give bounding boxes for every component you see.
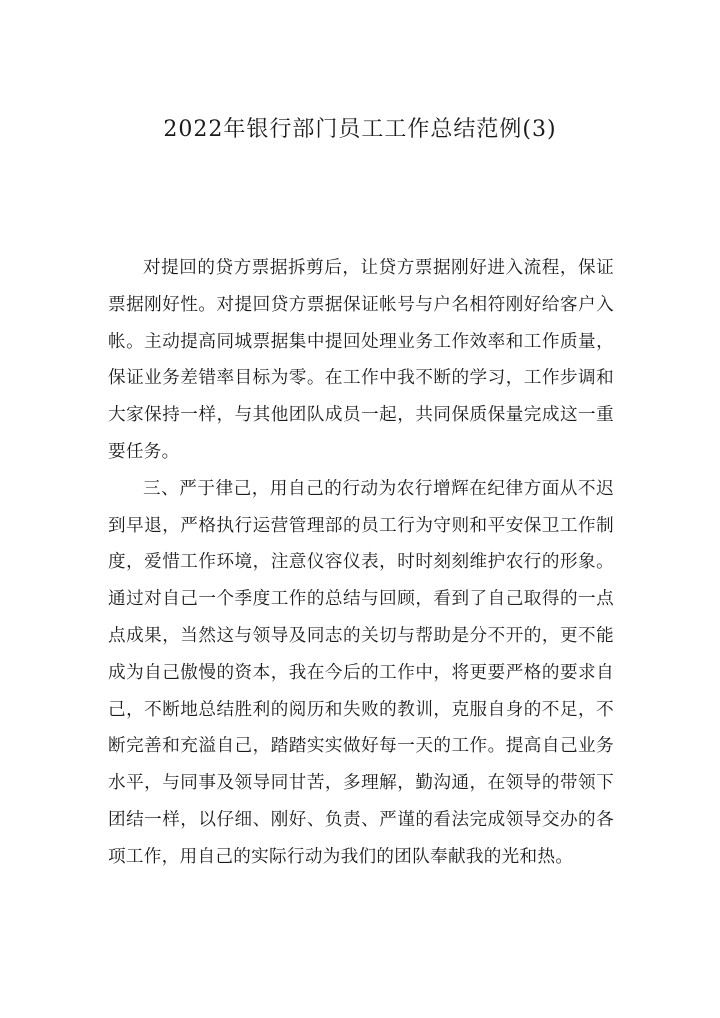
document-body [108, 250, 614, 876]
body-paragraph-2: 三、严于律己，用自己的行动为农行增辉在纪律方面从不迟到早退，严格执行运营管理部的员工行为守则和平安保卫工作制度，爱惜工作环境，注意仪容仪表，时时刻刻维护农行的形象。通过对自己一个季度工作的总结与回顾，看到了自己取得的一点点成果，当然这与领导及同志的关切与帮助是分不开的，更不能成为自己傲慢的资本，我在今后的工作中，将更要严格的要求自己，不断地总结胜利的阅历和失败的教训，克服自身的不足，不断完善和充溢自己，踏踏实实做好每一天的工作。提高自己业务水平，与同事及领导同甘苦，多理解，勤沟通，在领导的带领下团结一样，以仔细、刚好、负责、严谨的看法完成领导交办的各项工作，用自己的实际行动为我们的团队奉献我的光和热。 [108, 478, 614, 867]
document-title: 2022年银行部门员工工作总结范例(3) [163, 117, 557, 142]
body-paragraph-1: 对提回的贷方票据拆剪后，让贷方票据刚好进入流程，保证票据刚好性。对提回贷方票据保证帐号与户名相符刚好给客户入帐。主动提高同城票据集中提回处理业务工作效率和工作质量，保证业务差错率目标为零。在工作中我不断的学习，工作步调和大家保持一样，与其他团队成员一起，共同保质保量完成这一重要任务。 [108, 258, 614, 462]
